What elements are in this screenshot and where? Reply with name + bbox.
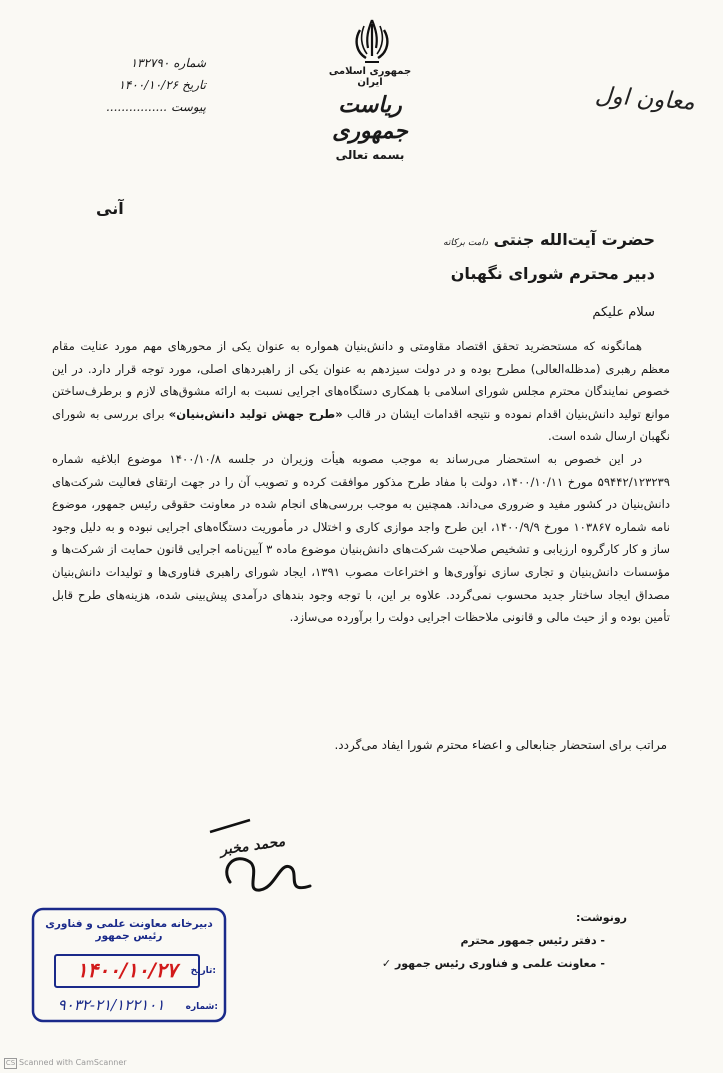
republic-label: جمهوری اسلامی ایران	[328, 66, 412, 88]
addressee-line1	[443, 230, 655, 249]
p1-bold-title: «طرح جهش تولید دانش‌بنیان»	[168, 406, 343, 421]
body-paragraph-1	[52, 335, 670, 448]
body-paragraph-2: در این خصوص به استحضار می‌رساند به موجب مصوبه هیأت وزیران در جلسه ۱۴۰۰/۱۰/۸ موضوع ابلاغیه شماره ۵۹۴۴۲/۱۲۳۲۳۹ مورخ ۱۴۰۰/۱۰/۱۱، دولت با مفاد طرح مذکور موافقت کرده و تصویب آن را در جهت ارتقای فعالیت شرکت‌های دانش‌بنیان در کشور مفید و ضروری می‌داند. همچنین به موجب بررسی‌های انجام شده در معاونت حقوقی رئیس جمهور، موضوع نامه شماره ۱۰۳۸۶۷ مورخ ۱۴۰۰/۹/۹، این طرح واجد موازی کاری و اختلال در مأموریت دستگاه‌های اجرایی نبوده و به دلیل وجود ساز و کار کارگروه ارزیابی و تشخیص صلاحیت شرکت‌های دانش‌بنیان موضوع ماده ۳ آیین‌نامه اجرایی قانون حمایت از شرکت‌ها و مؤسسات دانش‌بنیان و تجاری سازی نوآوری‌ها و اختراعات مصوب ۱۳۹۱، ایجاد شورای راهبری فناوری‌ها و تولیدات دانش‌بنیان مصداق ایجاد ساختار جدید محسوب نمی‌گردد. علاوه بر این، با توجه وجود بندهای درآمدی پیش‌بینی شده، هزینه‌های طرح قابل تأمین بوده و از حیث مالی و قانونی ملاحظات اجرایی دولت را برآورده می‌سازد.	[52, 451, 671, 625]
stamp-number-label: شماره:	[185, 1002, 218, 1012]
p1-text-a: همانگونه که مستحضرید تحقق اقتصاد مقاومتی و دانش‌بنیان همواره به عنوان یکی از محورهای مهم مورد عنایت مقام معظم رهبری (مدظله‌العالی) مطرح بوده و در دولت سیزدهم به عنوان یکی از راهبردهای اصلی، مورد توجه قرار دارد. در این خصوص نمایندگان محترم مجلس شورای اسلامی با همکاری دستگاه‌های اجرایی نسبت به ارائه مشوق‌های لازم و برطرف‌ساختن موانع تولید دانش‌بنیان اقدام نموده و نتیجه اقدامات ایشان در قالب	[52, 339, 670, 421]
meta-date-label: تاریخ	[182, 78, 206, 92]
stamp-date-label: تاریخ:	[190, 966, 216, 976]
cc-item: - دفتر رئیس جمهور محترم	[460, 934, 605, 947]
urgency-label: آنی	[96, 199, 124, 218]
stamp-date: ۱۴۰۰/۱۰/۲۷	[76, 958, 178, 982]
meta-date-row	[36, 74, 206, 96]
cc-heading: رونوشت:	[575, 911, 627, 924]
stamp-title: دبیرخانه معاونت علمی و فناوری رئیس جمهور	[45, 918, 213, 942]
camscanner-icon: CS	[5, 1059, 16, 1067]
signatory-name: محمد مخبر	[219, 833, 287, 859]
meta-number-value: ۱۳۲۷۹۰	[130, 56, 170, 70]
iran-emblem-icon	[350, 16, 394, 66]
closing-line: مراتب برای استحضار جنابعالی و اعضاء محترم شورا ایفاد می‌گردد.	[334, 738, 667, 752]
stamp-content	[36, 914, 222, 1018]
presidency-title: ریاست جمهوری	[332, 92, 408, 144]
meta-attachment-value: ................	[105, 100, 167, 114]
meta-number-label: شماره	[173, 56, 206, 70]
meta-attachment-row	[36, 96, 206, 118]
meta-number-row	[36, 52, 206, 74]
letter-meta	[36, 52, 206, 118]
addressee-name: حضرت آیت‌الله جنتی	[493, 230, 655, 249]
p1-text-b: برای بررسی به شورای نگهبان ارسال شده است.	[52, 406, 670, 444]
addressee-honorific: دامت برکاته	[443, 238, 489, 248]
cc-item: - معاونت علمی و فناوری رئیس جمهور ✓	[381, 957, 605, 970]
receipt-stamp	[30, 906, 228, 1024]
addressee-line2: دبیر محترم شورای نگهبان	[450, 264, 655, 283]
meta-attachment-label: پیوست	[171, 100, 206, 114]
scanner-text: Scanned with CamScanner	[19, 1058, 127, 1067]
meta-date-value: ۱۴۰۰/۱۰/۲۶	[118, 78, 179, 92]
stamp-date-box	[54, 954, 200, 988]
signature-scribble-icon	[190, 812, 350, 902]
handwritten-title: معاون اول	[594, 82, 696, 116]
bismillah: بسمه تعالی	[335, 148, 405, 162]
scanner-watermark	[4, 1058, 127, 1069]
cc-block	[382, 906, 627, 975]
greeting: سلام علیکم	[592, 305, 655, 320]
stamp-number: ۹۰۳۲-۲۱/۱۲۲۱۰۱	[57, 996, 165, 1014]
letter-body	[52, 335, 670, 629]
